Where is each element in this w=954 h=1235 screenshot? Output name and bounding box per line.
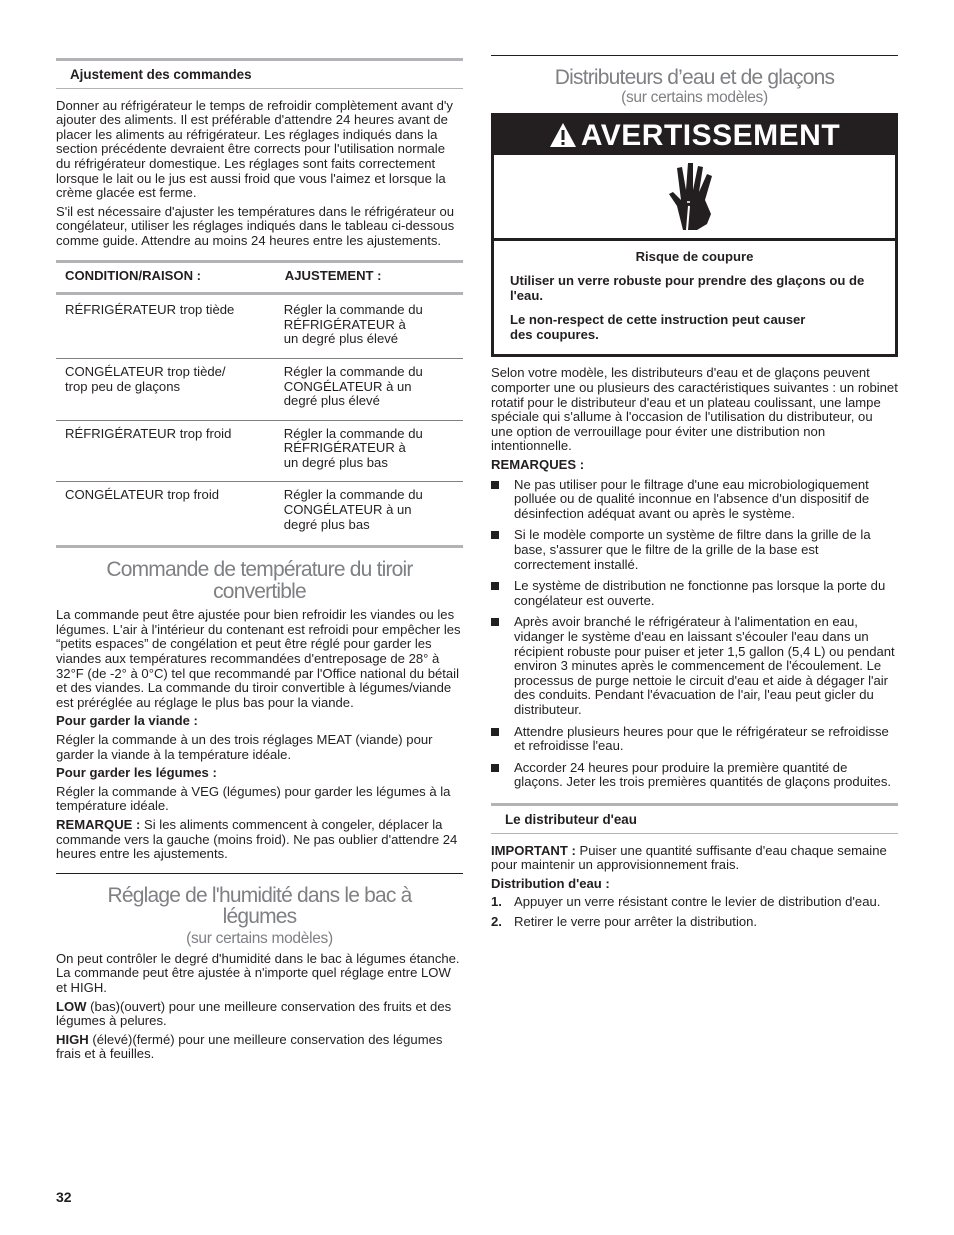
veg-text: Régler la commande à VEG (légumes) pour garder les légumes à la température idéale.: [56, 783, 451, 814]
high-label: HIGH: [56, 1031, 89, 1047]
adjust-paragraph-1: Donner au réfrigérateur le temps de refroidir complètement avant d'y ajouter des aliments. Il est préférable d'attendre 24 heures avant de placer les aliments au réfrigérateur. Les réglages indiqués dans la section précédente devraient être corrects pour l'utilisation normale du réfrigérateur domestique. Les réglages sont faits correctement lorsque le lait ou le jus est aussi froid que vous l'aimez et lorsque la crème glacée est ferme.: [56, 97, 453, 201]
important-paragraph: [491, 844, 898, 873]
warning-title: AVERTISSEMENT: [494, 116, 895, 155]
drawer-heading: Commande de température du tiroir convertible: [106, 558, 413, 603]
high-text: (élevé)(fermé) pour une meilleure conservation des légumes frais et à feuilles.: [56, 1031, 443, 1062]
list-item: Accorder 24 heures pour produire la première quantité de glaçons. Jeter les trois premières quantités de glaçons produites.: [491, 761, 898, 790]
bullet-icon: [491, 582, 499, 590]
meat-label: Pour garder la viande :: [56, 713, 198, 729]
distribution-label: Distribution d'eau :: [491, 875, 610, 891]
table-cell-adjustment: Régler la commande du RÉFRIGÉRATEUR à un degré plus bas: [276, 420, 463, 482]
humidity-paragraph: On peut contrôler le degré d'humidité dans le bac à légumes étanche. La commande peut être ajustée à n'importe quel réglage entre LOW et HIGH.: [56, 950, 460, 995]
table-header-condition: CONDITION/RAISON :: [56, 261, 276, 294]
dispenser-intro: Selon votre modèle, les distributeurs d'eau et de glaçons peuvent comporter une ou plusieurs des caractéristiques suivantes : un robinet rotatif pour le distributeur d'eau et un plateau coulissant, une lampe spéciale qui s'allume à l'occasion de l'utilisation du distributeur, ou une option de verrouillage pour éviter une distribution non intentionnelle.: [491, 365, 898, 454]
warning-triangle-icon: [549, 122, 577, 148]
page-number: 32: [56, 1189, 72, 1205]
step-number: 1.: [491, 894, 502, 910]
list-item: [491, 895, 898, 910]
warning-consequence: Le non-respect de cette instruction peut causer des coupures.: [510, 312, 806, 342]
low-paragraph: [56, 1000, 463, 1029]
list-item: Le système de distribution ne fonctionne pas lorsque la porte du congélateur est ouverte.: [491, 579, 898, 608]
humidity-heading: Réglage de l'humidité dans le bac à légumes: [107, 883, 412, 929]
warning-instruction: Utiliser un verre robuste pour prendre des glaçons ou de l'eau.: [510, 273, 865, 303]
table-cell-condition: CONGÉLATEUR trop froid: [56, 482, 276, 547]
table-cell-adjustment: Régler la commande du CONGÉLATEUR à un degré plus bas: [276, 482, 463, 547]
table-row: [56, 482, 463, 547]
table-row: [56, 294, 463, 359]
remark-paragraph: [56, 818, 463, 862]
warning-box: [491, 113, 898, 358]
water-dispenser-heading: Le distributeur d'eau: [491, 803, 898, 834]
adjust-section-heading: Ajustement des commandes: [56, 58, 463, 89]
left-column: [56, 58, 463, 1066]
warning-hazard: Risque de coupure: [635, 248, 754, 264]
warning-text: [494, 241, 895, 355]
step-text: Retirer le verre pour arrêter la distribution.: [514, 913, 758, 929]
important-label: IMPORTANT :: [491, 842, 576, 858]
low-label: LOW: [56, 998, 87, 1014]
bullet-icon: [491, 618, 499, 626]
table-header-adjustment: AJUSTEMENT :: [276, 261, 463, 294]
high-paragraph: [56, 1033, 463, 1062]
low-text: (bas)(ouvert) pour une meilleure conservation des fruits et des légumes à pelures.: [56, 998, 452, 1029]
veg-label: Pour garder les légumes :: [56, 765, 217, 781]
table-cell-condition: RÉFRIGÉRATEUR trop froid: [56, 420, 276, 482]
dispenser-subheading: (sur certains modèles): [621, 88, 768, 106]
dispenser-heading: Distributeurs d’eau et de glaçons: [554, 66, 835, 89]
remarks-list: [491, 478, 898, 790]
table-row: [56, 420, 463, 482]
list-item: Attendre plusieurs heures pour que le réfrigérateur se refroidisse et refroidisse l'eau.: [491, 725, 898, 754]
list-item: Si le modèle comporte un système de filtre dans la grille de la base, s'assurer que le filtre de la grille de la base est correctement installé.: [491, 528, 898, 572]
right-column: [491, 55, 898, 934]
table-cell-condition: RÉFRIGÉRATEUR trop tiède: [56, 294, 276, 359]
meat-text: Régler la commande à un des trois réglages MEAT (viande) pour garder la viande à la température idéale.: [56, 732, 433, 762]
step-number: 2.: [491, 913, 502, 929]
list-item: [491, 915, 898, 930]
list-item: Ne pas utiliser pour le filtrage d'une eau microbiologiquement polluée ou de qualité inconnue en l'absence d'un dispositif de désinfection adéquat avant ou après le système.: [491, 478, 898, 522]
cut-hand-icon: [667, 160, 727, 232]
bullet-icon: [491, 531, 499, 539]
remarks-label: REMARQUES :: [491, 457, 585, 473]
bullet-icon: [491, 481, 499, 489]
table-row: [56, 358, 463, 420]
bullet-icon: [491, 728, 499, 736]
distribution-steps: [491, 895, 898, 929]
drawer-paragraph: La commande peut être ajustée pour bien refroidir les viandes ou les légumes. L'air à l'intérieur du contenant est refroidi pour empêcher les “petits espaces” de congélation et peut être réglé pour garder les viandes aux températures recommandées d'entreposage de 28° à 32°F (de -2° à 0°C) tel que recommandé par l'Office national du bétail et des viandes. La commande du tiroir convertible à légumes/viande est préréglée au réglage le plus bas pour la viande.: [56, 607, 461, 710]
adjustment-table: [56, 260, 463, 549]
important-text: Puiser une quantité suffisante d'eau chaque semaine pour maintenir un approvisionnement frais.: [491, 842, 887, 873]
warning-icon-area: [494, 155, 895, 238]
table-cell-adjustment: Régler la commande du RÉFRIGÉRATEUR à un degré plus élevé: [276, 294, 463, 359]
table-cell-condition: CONGÉLATEUR trop tiède/ trop peu de glaçons: [56, 358, 276, 420]
table-cell-adjustment: Régler la commande du CONGÉLATEUR à un degré plus élevé: [276, 358, 463, 420]
humidity-subheading: (sur certains modèles): [186, 929, 333, 947]
bullet-icon: [491, 764, 499, 772]
step-text: Appuyer un verre résistant contre le levier de distribution d'eau.: [514, 894, 881, 910]
remark-text: Si les aliments commencent à congeler, déplacer la commande vers la gauche (moins froid). Ne pas oublier d'attendre 24 heures entre les ajustements.: [56, 816, 458, 862]
adjust-paragraph-2: S'il est nécessaire d'ajuster les températures dans le réfrigérateur ou congélateur, utiliser les réglages indiqués dans le tableau ci-dessous comme guide. Attendre au moins 24 heures entre les ajustements.: [56, 203, 455, 248]
remark-label: REMARQUE :: [56, 816, 141, 832]
list-item: Après avoir branché le réfrigérateur à l'alimentation en eau, vidanger le système d'eau en laissant s'écouler l'eau dans un récipient robuste pour puiser et jeter 1,5 gallon (5,4 L) ou pendant environ 3 minutes après le commencement de l'écoulement. Le processus de purge nettoie le circuit d'eau et aide à dégager l'air des conduits. Pendant l'évacuation de l'air, l'eau peut gicler du distributeur.: [491, 615, 898, 717]
